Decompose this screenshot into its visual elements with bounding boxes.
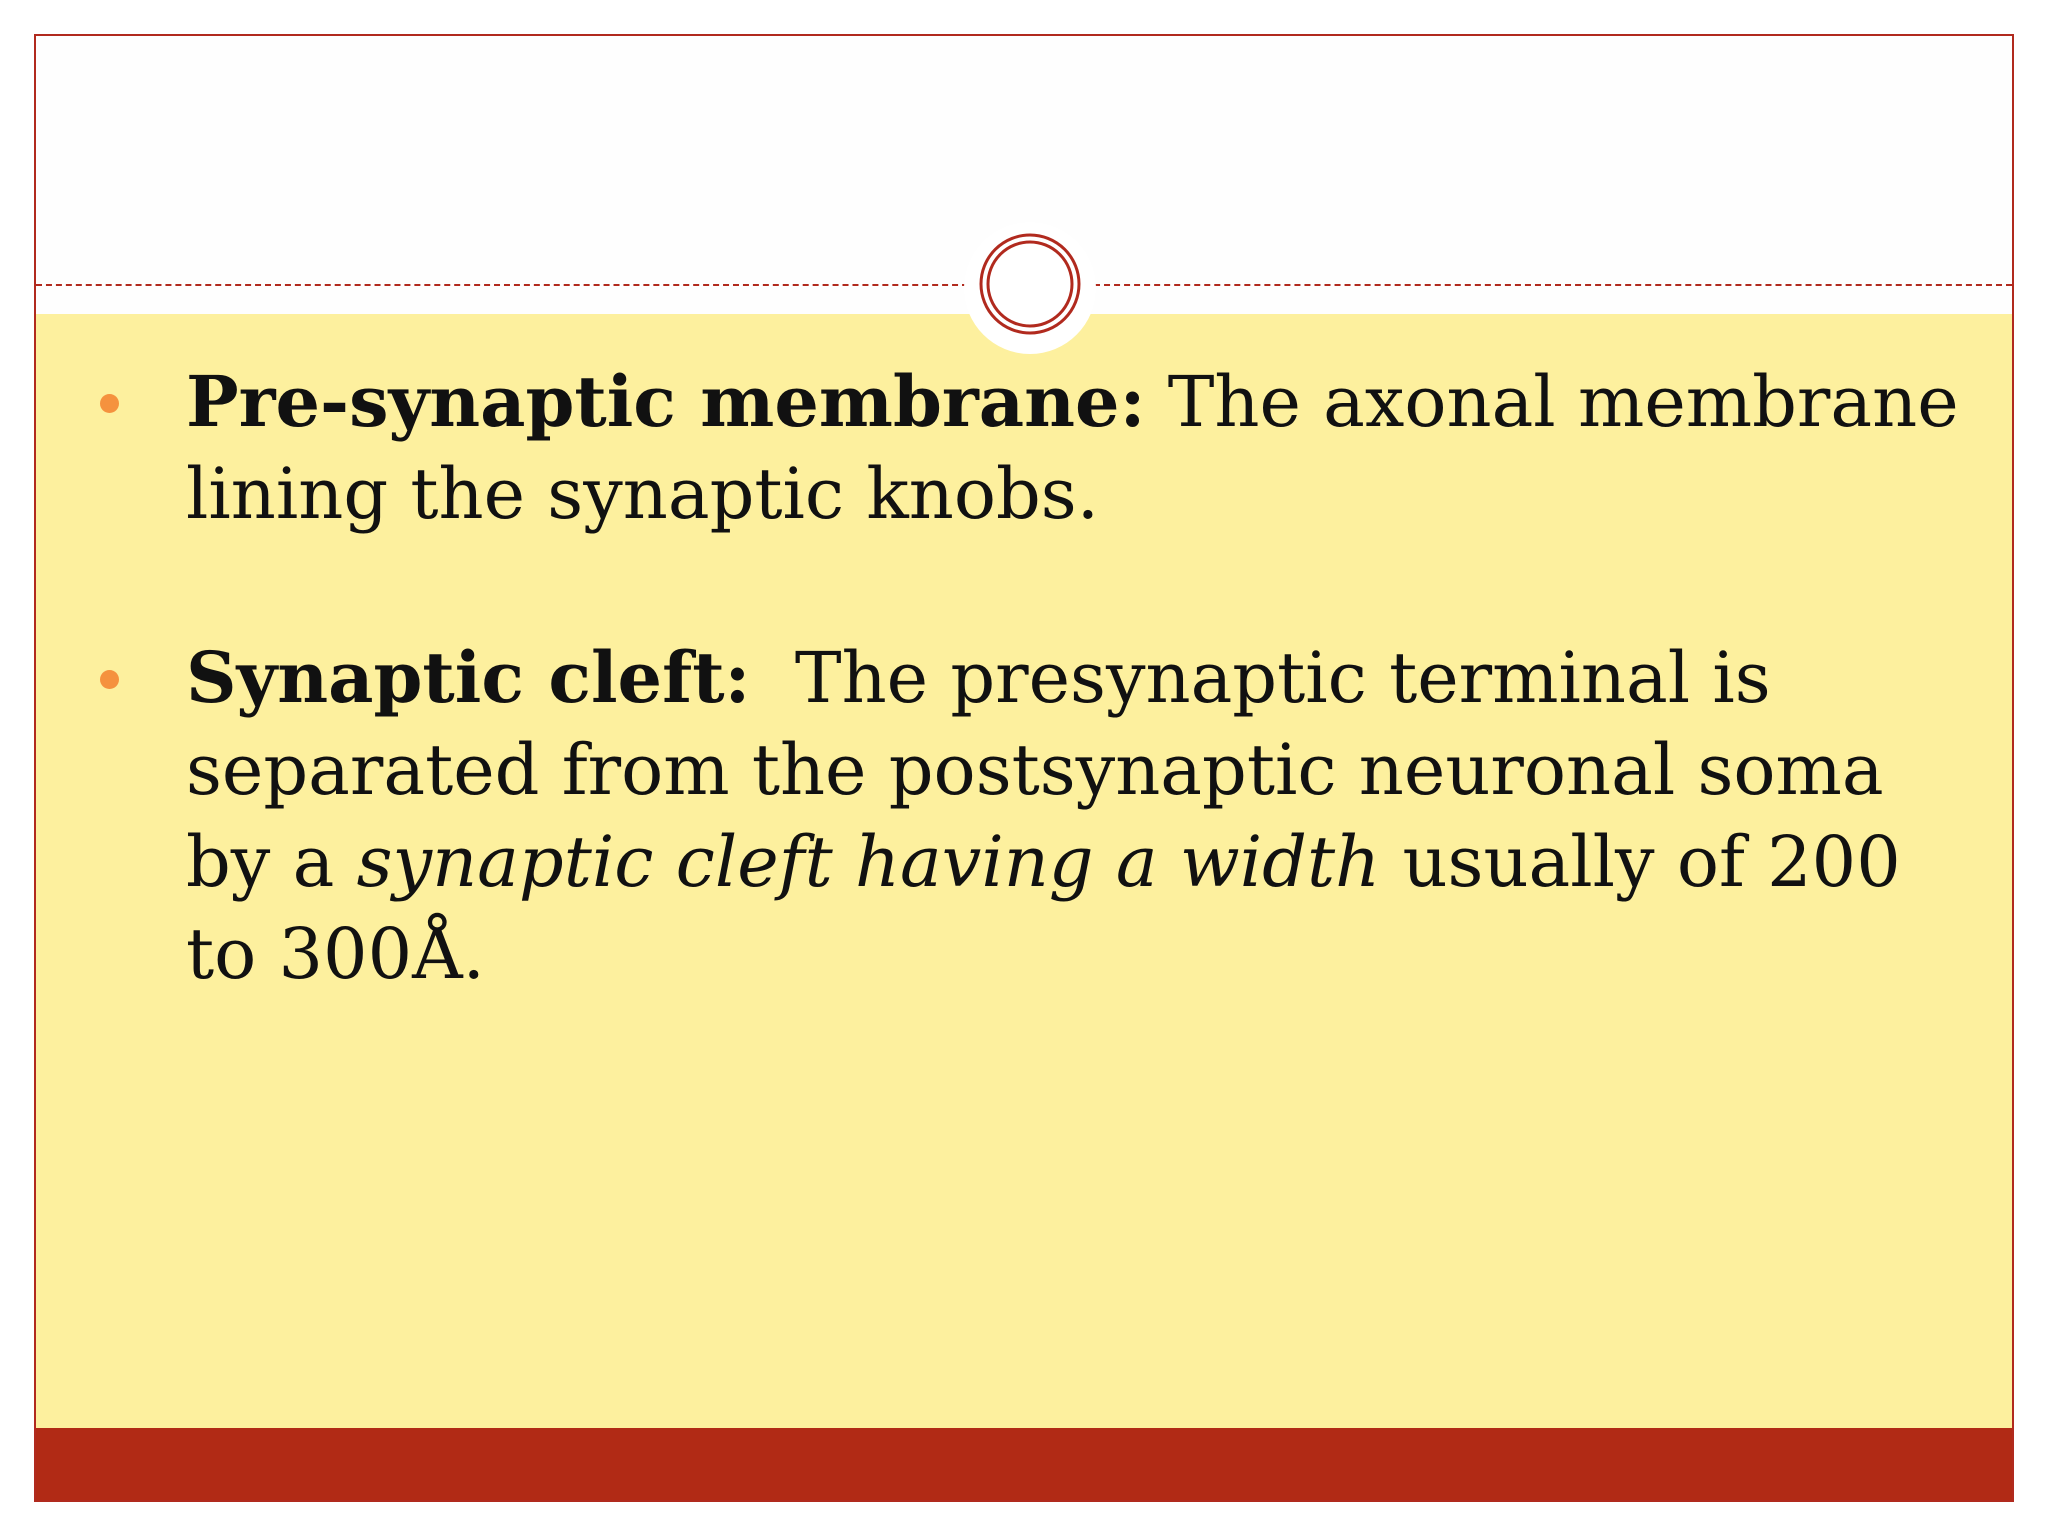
slide bbox=[34, 34, 2014, 1502]
bullet-emphasis: synaptic cleft having a width bbox=[356, 821, 1381, 903]
header-divider-left bbox=[36, 284, 968, 286]
bullet-term: Synaptic cleft: bbox=[186, 636, 751, 719]
bullet-dot-icon bbox=[100, 394, 119, 413]
bullet-text: The axonal membrane lining the synaptic knobs. bbox=[186, 361, 1959, 535]
bullet-list bbox=[96, 356, 1976, 1092]
bullet-text-end: usually of 200 to 300Å. bbox=[186, 821, 1901, 995]
bullet-item-pre-synaptic-membrane bbox=[96, 356, 1976, 540]
bullet-text: The presynaptic terminal is separated from the postsynaptic neuronal soma by a bbox=[186, 637, 1906, 903]
bullet-term: Pre-synaptic membrane: bbox=[186, 360, 1146, 443]
header-divider-right bbox=[1094, 284, 2012, 286]
circle-ornament-icon bbox=[978, 232, 1082, 336]
footer-bar bbox=[36, 1428, 2012, 1500]
bullet-item-synaptic-cleft bbox=[96, 632, 1976, 1000]
bullet-dot-icon bbox=[100, 670, 119, 689]
